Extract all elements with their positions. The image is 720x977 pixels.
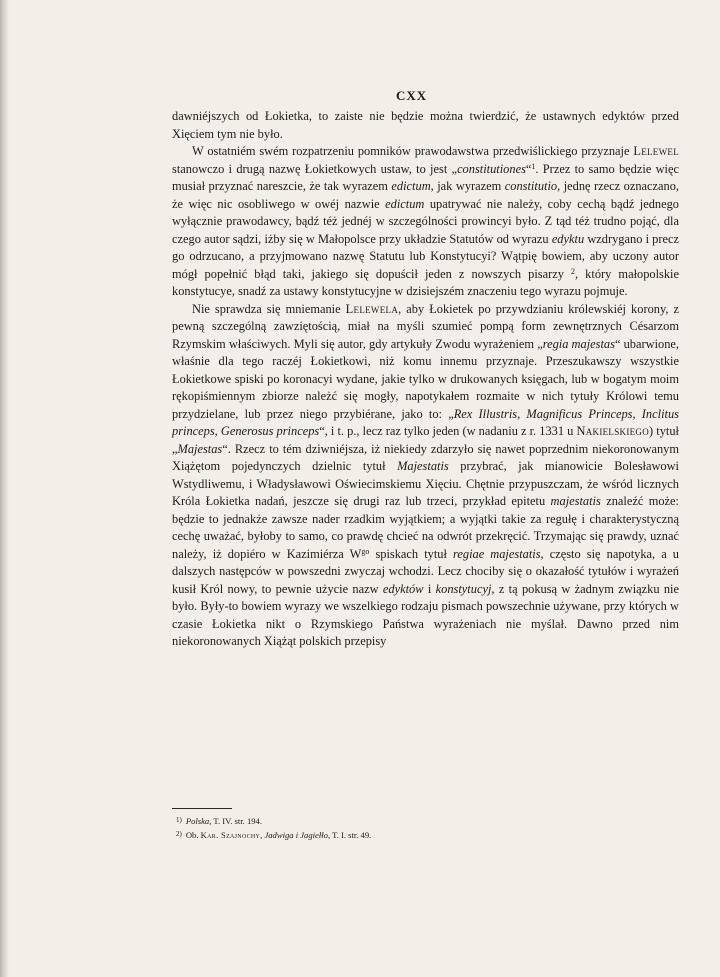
italic-span: constitutiones: [457, 161, 526, 176]
text-run: “: [525, 161, 532, 176]
text-run: , T. IV. str. 194.: [209, 816, 262, 826]
paragraph: [172, 143, 679, 301]
text-run: , często się napotyka, a u dalszych następców w powszedni zwyczaj wchodzi. Lecz chociby się o okazałość tytułów i wyrażeń kusił Król nowy, to pewnie użycie nazw: [172, 546, 679, 596]
text-run: znaleźć może: będzie to jednakże zawsze nader rzadkim wyjątkiem; a wyjątki takie za regułę i charakterystyczną cechę uważać, byłoby to samo, co prawdę chcieć na odwrót przekręcić. Trzymając się prawdy, uznać należy, iż dopiéro w Kazimiérza W: [172, 494, 680, 561]
text-run: , T. I. str. 49.: [327, 830, 372, 840]
footnote: [176, 814, 676, 828]
superscript: go: [361, 546, 370, 556]
text-run: “, i t. p., lecz raz tylko jeden (w nadaniu z r. 1331 u: [319, 424, 577, 438]
italic-span: regia majestas: [542, 336, 615, 351]
text-run: Nie sprawdza się mniemanie: [192, 301, 346, 316]
italic-span: Jadwiga i Jagiełło: [264, 830, 328, 840]
paragraph: [172, 108, 679, 143]
italic-span: Rex Illustris, Magnificus Princeps, Inclitus princeps, Generosus princeps: [172, 406, 679, 438]
small-caps-name: Lelewela: [345, 301, 399, 316]
text-run: spiskach tytuł: [369, 546, 454, 561]
footnotes: [176, 814, 676, 842]
paragraph: [172, 301, 679, 651]
text-run: . Przez to samo będzie więc musiał przyznać nareszcie, że tak wyrazem: [172, 161, 679, 193]
italic-span: Majestas: [177, 441, 223, 456]
italic-span: konstytucyj: [435, 581, 492, 596]
italic-span: edyktu: [551, 231, 585, 246]
body-text: [172, 108, 679, 651]
small-caps-name: Nakielskiego: [576, 424, 650, 438]
italic-span: edyktów: [382, 581, 424, 596]
text-run: wzdrygano i precz go odrzucano, a przyjmowano nazwę Statutu lub Konstytucyi? Wątpię bowiem, aby uczony autor mógł popełnić błąd taki, jakiego się dopuścił jeden z nowszych pisarzy: [172, 231, 680, 281]
text-run: upatrywać nie należy, coby cechą bądź jednego wyłącznie prawodawcy, bądź téż jednéj w szczególności prowincyi było. Z tąd téż trudno pojąć, dla czego autor sądzi, iżby się w Małopolsce przy układzie Statutów od wyrazu: [172, 196, 679, 246]
text-run: W ostatniém swém rozpatrzeniu pomników prawodawstwa przedwiślickiego przyznaje: [192, 144, 634, 158]
footnote-marker: 1): [176, 816, 182, 824]
italic-span: constitutio: [504, 179, 558, 193]
text-run: ) tytuł „: [172, 424, 679, 456]
text-run: , jednę rzecz oznaczano, że więc nic osobliwego w owéj nazwie: [172, 179, 680, 211]
footnote-rule: [172, 808, 232, 809]
italic-span: edictum: [391, 179, 431, 193]
footnote-marker: 2): [176, 830, 182, 838]
italic-span: regiae majestatis: [453, 546, 541, 561]
small-caps-name: Lelewel: [633, 144, 679, 158]
page-number: CXX: [396, 88, 428, 103]
italic-span: Majestatis: [397, 459, 449, 473]
text-run: stanowczo i drugą nazwę Łokietkowych ustaw, to jest „: [172, 161, 458, 176]
binding-shadow: [0, 0, 9, 977]
superscript: 1: [531, 161, 536, 171]
text-run: , który małopolskie konstytucye, snadź za ustawy konstytucyjne w dzisiejszém znaczeniu tego wyrazu pojmuje.: [172, 266, 679, 298]
text-run: “. Rzecz to tém dziwniéjsza, iż niekiedy zdarzyło się nawet poprzednim niekoronowanym Xiążętom pojedynczych dzielnic tytuł: [172, 441, 679, 473]
small-caps-name: Kar. Szajnochy: [200, 830, 261, 840]
text-run: “ ubarwione, właśnie dla tego raczéj Łokietkowi, niż komu innemu przyznaje. Przeszukawszy wszystkie Łokietkowe spiski po koronacyi wydane, jakie tylko w drukowanych księgach, lub w bogatym moim rękopiśmiennym zbiorze należć się mogły, napotykałem rozmaite w nich tytuły Królowi temu przydzielane, lub przez niego przybiérane, jako to: „: [172, 336, 679, 421]
italic-span: edictum: [385, 196, 425, 211]
text-run: , z tą pokusą w żadnym związku nie było. Były-to bowiem wyrazy we wszelkiego rodzaju pismach powszechnie używane, przy których w czasie Łokietka nikt o Rzymskiego Państwa wyrażeniach nie myślał. Dawno przed nim niekoronowanych Xiążąt polskich przepisy: [172, 581, 679, 648]
text-run: przybrać, jak mianowicie Bolesławowi Wstydliwemu, i Władysławowi Oświecimskiemu Xięciu. Chętnie przypuszczam, że wśród licznych Króla Łokietka nadań, jeszcze się drugi raz lub trzeci, przykład epitetu: [172, 459, 679, 508]
text-run: i: [423, 581, 436, 596]
italic-span: Polska: [185, 816, 210, 826]
superscript: 2: [571, 266, 575, 276]
italic-span: majestatis: [550, 494, 601, 508]
text-run: ,: [260, 830, 265, 840]
footnote: [176, 828, 676, 842]
text-run: dawniéjszych od Łokietka, to zaiste nie będzie można twierdzić, że ustawnych edyktów przed Xięciem tym nie było.: [172, 109, 679, 141]
text-run: , jak wyrazem: [430, 179, 505, 193]
text-run: Ob.: [185, 830, 201, 840]
text-run: , aby Łokietek po przywdzianiu królewskiéj korony, z pewną szczególną zawziętością, miał na myśli szumieć pompą form zewnętrznych Césarzom Rzymskim właściwych. Myli się autor, gdy artykuły Zwodu wyrażeniem „: [172, 301, 679, 351]
